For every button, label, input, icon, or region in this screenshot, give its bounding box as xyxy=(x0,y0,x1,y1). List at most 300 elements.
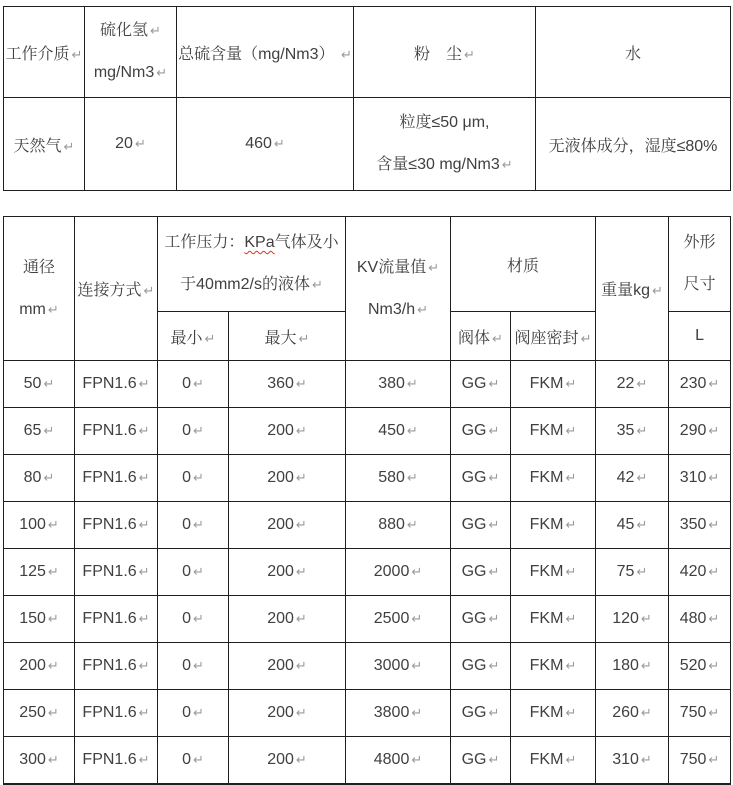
cell-weight xyxy=(596,408,669,455)
paragraph-mark-icon: ↵ xyxy=(193,611,204,626)
paragraph-mark-icon: ↵ xyxy=(341,46,352,62)
cell-value: FKM xyxy=(529,469,564,486)
paragraph-mark-icon: ↵ xyxy=(47,705,59,720)
cell-value: 3000 xyxy=(373,657,410,674)
cell-value: 50 xyxy=(23,375,42,392)
cell-connection xyxy=(75,690,158,737)
cell-value: 290 xyxy=(679,422,707,439)
paragraph-mark-icon: ↵ xyxy=(708,517,720,532)
cell-value: FKM xyxy=(529,657,564,674)
table-row xyxy=(4,737,731,785)
cell-value: 450 xyxy=(378,422,405,439)
paragraph-mark-icon: ↵ xyxy=(640,611,652,626)
paragraph-mark-icon: ↵ xyxy=(636,423,648,438)
cell-kv-flow xyxy=(346,643,451,690)
paragraph-mark-icon: ↵ xyxy=(492,330,503,346)
cell-valve-body xyxy=(451,690,511,737)
cell-value: 20 xyxy=(115,135,133,152)
paragraph-mark-icon: ↵ xyxy=(411,752,423,767)
paragraph-mark-icon: ↵ xyxy=(580,330,592,346)
paragraph-mark-icon: ↵ xyxy=(47,564,59,579)
paragraph-mark-icon: ↵ xyxy=(636,564,648,579)
working-medium-table xyxy=(3,6,731,191)
cell-value: 200 xyxy=(267,751,294,768)
paragraph-mark-icon: ↵ xyxy=(488,705,500,720)
cell-value: GG xyxy=(461,704,487,721)
cell-length xyxy=(669,455,731,502)
cell-value: 200 xyxy=(19,657,46,674)
cell-value: 100 xyxy=(19,516,46,533)
cell-length xyxy=(669,690,731,737)
paragraph-mark-icon: ↵ xyxy=(47,301,59,317)
cell-weight xyxy=(596,549,669,596)
cell-weight xyxy=(596,361,669,408)
paragraph-mark-icon: ↵ xyxy=(143,283,155,298)
cell-value: 22 xyxy=(616,375,635,392)
paragraph-mark-icon: ↵ xyxy=(652,283,663,298)
header-label: 最小 xyxy=(170,329,203,347)
cell-value: 750 xyxy=(679,751,707,768)
paragraph-mark-icon: ↵ xyxy=(708,611,720,626)
cell-pressure-max xyxy=(229,737,346,785)
paragraph-mark-icon: ↵ xyxy=(464,46,475,62)
header-label: 重量kg xyxy=(601,282,651,299)
cell-pressure-max xyxy=(229,549,346,596)
cell-connection xyxy=(75,643,158,690)
cell-value: FPN1.6 xyxy=(82,657,137,674)
cell-value: GG xyxy=(461,657,487,674)
paragraph-mark-icon: ↵ xyxy=(47,611,59,626)
cell-value: 0 xyxy=(182,516,191,533)
header-label: KV流量值 xyxy=(356,258,427,276)
cell-connection xyxy=(75,549,158,596)
paragraph-mark-icon: ↵ xyxy=(150,23,161,38)
cell-value: 2500 xyxy=(373,610,410,627)
cell-pressure-max xyxy=(229,690,346,737)
cell-value: 0 xyxy=(182,610,191,627)
paragraph-mark-icon: ↵ xyxy=(47,658,59,673)
paragraph-mark-icon: ↵ xyxy=(138,705,150,720)
paragraph-mark-icon: ↵ xyxy=(295,658,307,673)
paragraph-mark-icon: ↵ xyxy=(138,423,150,438)
cell-value: 天然气 xyxy=(13,137,62,155)
header-min xyxy=(158,312,229,361)
cell-value: 含量≤30 mg/Nm3 xyxy=(376,156,500,173)
cell-kv-flow xyxy=(346,690,451,737)
cell-value: FPN1.6 xyxy=(82,610,137,627)
paragraph-mark-icon: ↵ xyxy=(708,376,720,391)
cell-value: 200 xyxy=(267,469,294,486)
cell-pressure-max xyxy=(229,361,346,408)
paragraph-mark-icon: ↵ xyxy=(636,517,648,532)
cell-value: 2000 xyxy=(373,563,410,580)
paragraph-mark-icon: ↵ xyxy=(411,705,423,720)
cell-kv-flow xyxy=(346,455,451,502)
cell-value: 200 xyxy=(267,657,294,674)
cell-length xyxy=(669,737,731,785)
table-row xyxy=(4,361,731,408)
cell-value: 380 xyxy=(378,375,405,392)
header-weight xyxy=(596,217,669,361)
cell-connection xyxy=(75,502,158,549)
cell-value: FKM xyxy=(529,704,564,721)
cell-value: FPN1.6 xyxy=(82,751,137,768)
paragraph-mark-icon: ↵ xyxy=(708,564,720,579)
cell-value: FKM xyxy=(529,751,564,768)
paragraph-mark-icon: ↵ xyxy=(488,611,500,626)
paragraph-mark-icon: ↵ xyxy=(63,138,75,154)
cell-value: 520 xyxy=(679,657,707,674)
header-kv-flow xyxy=(346,217,451,361)
header-label: 阀体 xyxy=(458,329,491,347)
cell-value: FPN1.6 xyxy=(82,375,137,392)
cell-value: 35 xyxy=(616,422,635,439)
paragraph-mark-icon: ↵ xyxy=(488,376,500,391)
table-row xyxy=(4,549,731,596)
header-valve-body xyxy=(451,312,511,361)
paragraph-mark-icon: ↵ xyxy=(156,65,168,80)
cell-value: FPN1.6 xyxy=(82,704,137,721)
cell-pressure-min xyxy=(158,690,229,737)
cell-pressure-min xyxy=(158,643,229,690)
cell-pressure-min xyxy=(158,549,229,596)
header-label: mm xyxy=(19,300,46,318)
cell-valve-body xyxy=(451,455,511,502)
paragraph-mark-icon: ↵ xyxy=(488,658,500,673)
header-label: 连接方式 xyxy=(77,282,142,299)
paragraph-mark-icon: ↵ xyxy=(565,658,577,673)
cell-value: 580 xyxy=(378,469,405,486)
cell-diameter xyxy=(4,361,75,408)
cell-valve-body xyxy=(451,408,511,455)
paragraph-mark-icon: ↵ xyxy=(565,564,577,579)
cell-kv-flow xyxy=(346,361,451,408)
cell-connection xyxy=(75,455,158,502)
header-label: mg/Nm3 xyxy=(93,64,155,81)
header-max xyxy=(229,312,346,361)
cell-value: FKM xyxy=(529,422,564,439)
cell-pressure-max xyxy=(229,408,346,455)
cell-value: 75 xyxy=(616,563,635,580)
header-label: 工作压力： xyxy=(164,234,245,251)
header-label: 总硫含量（mg/Nm3） xyxy=(178,45,335,63)
paragraph-mark-icon: ↵ xyxy=(193,470,204,485)
cell-pressure-min xyxy=(158,737,229,785)
header-dust xyxy=(354,7,536,98)
paragraph-mark-icon: ↵ xyxy=(138,611,150,626)
cell-value: 880 xyxy=(378,516,405,533)
paragraph-mark-icon: ↵ xyxy=(138,517,150,532)
cell-value: 200 xyxy=(267,516,294,533)
cell-pressure-max xyxy=(229,643,346,690)
paragraph-mark-icon: ↵ xyxy=(193,376,204,391)
header-label: 硫化氢 xyxy=(100,22,149,39)
cell-value: 420 xyxy=(679,563,707,580)
cell-pressure-min xyxy=(158,408,229,455)
header-label: 阀座密封 xyxy=(514,329,579,347)
cell-value: 0 xyxy=(182,751,191,768)
paragraph-mark-icon: ↵ xyxy=(138,376,150,391)
cell-length xyxy=(669,408,731,455)
cell-length xyxy=(669,596,731,643)
cell-value: 300 xyxy=(19,751,46,768)
cell-value: 无液体成分，湿度≤80% xyxy=(548,137,718,155)
cell-kv-flow xyxy=(346,549,451,596)
paragraph-mark-icon: ↵ xyxy=(501,157,513,172)
cell-weight xyxy=(596,502,669,549)
cell-value: 0 xyxy=(182,469,191,486)
header-water xyxy=(536,7,731,98)
cell-medium xyxy=(4,98,85,191)
table-row xyxy=(4,455,731,502)
cell-seat-seal xyxy=(511,737,596,785)
spec-table-body xyxy=(4,361,731,785)
cell-pressure-min xyxy=(158,361,229,408)
cell-value: 0 xyxy=(182,375,191,392)
header-material xyxy=(451,217,596,312)
cell-value: 180 xyxy=(612,657,639,674)
paragraph-mark-icon: ↵ xyxy=(488,517,500,532)
header-label: 粉 尘 xyxy=(414,45,463,63)
paragraph-mark-icon: ↵ xyxy=(295,517,307,532)
header-diameter xyxy=(4,217,75,361)
cell-diameter xyxy=(4,408,75,455)
paragraph-mark-icon: ↵ xyxy=(295,470,307,485)
paragraph-mark-icon: ↵ xyxy=(708,752,720,767)
paragraph-mark-icon: ↵ xyxy=(565,752,577,767)
cell-value: 粒度≤50 μm, xyxy=(399,114,490,131)
cell-value: 0 xyxy=(182,563,191,580)
paragraph-mark-icon: ↵ xyxy=(640,752,652,767)
cell-diameter xyxy=(4,502,75,549)
header-label: 尺寸 xyxy=(683,276,716,293)
paragraph-mark-icon: ↵ xyxy=(488,470,500,485)
cell-value: FPN1.6 xyxy=(82,563,137,580)
header-label: 材质 xyxy=(507,257,540,275)
header-dimensions xyxy=(669,217,731,312)
paragraph-mark-icon: ↵ xyxy=(636,470,648,485)
paragraph-mark-icon: ↵ xyxy=(204,330,216,346)
cell-value: 200 xyxy=(267,422,294,439)
paragraph-mark-icon: ↵ xyxy=(193,423,204,438)
cell-value: 480 xyxy=(679,610,707,627)
cell-pressure-min xyxy=(158,596,229,643)
cell-valve-body xyxy=(451,643,511,690)
paragraph-mark-icon: ↵ xyxy=(193,658,204,673)
paragraph-mark-icon: ↵ xyxy=(138,470,150,485)
paragraph-mark-icon: ↵ xyxy=(47,517,59,532)
paragraph-mark-icon: ↵ xyxy=(417,301,429,317)
cell-length xyxy=(669,549,731,596)
cell-value: 45 xyxy=(616,516,635,533)
paragraph-mark-icon: ↵ xyxy=(428,259,440,275)
paragraph-mark-icon: ↵ xyxy=(565,517,577,532)
paragraph-mark-icon: ↵ xyxy=(411,564,423,579)
table-row xyxy=(4,690,731,737)
cell-connection xyxy=(75,596,158,643)
cell-length xyxy=(669,502,731,549)
cell-valve-body xyxy=(451,361,511,408)
cell-value: 460 xyxy=(245,135,272,152)
cell-value: 310 xyxy=(679,469,707,486)
cell-valve-body xyxy=(451,596,511,643)
cell-value: 310 xyxy=(612,751,639,768)
cell-weight xyxy=(596,643,669,690)
cell-pressure-min xyxy=(158,455,229,502)
cell-valve-body xyxy=(451,549,511,596)
cell-value: 0 xyxy=(182,657,191,674)
header-working-medium xyxy=(4,7,85,98)
cell-total-sulfur xyxy=(177,98,354,191)
cell-value: 120 xyxy=(612,610,639,627)
cell-seat-seal xyxy=(511,643,596,690)
paragraph-mark-icon: ↵ xyxy=(406,517,418,532)
cell-value: 3800 xyxy=(373,704,410,721)
cell-value: 65 xyxy=(23,422,42,439)
cell-value: GG xyxy=(461,375,487,392)
header-length xyxy=(669,312,731,361)
cell-diameter xyxy=(4,596,75,643)
table-row xyxy=(4,408,731,455)
cell-value: 360 xyxy=(267,375,294,392)
cell-diameter xyxy=(4,549,75,596)
cell-valve-body xyxy=(451,502,511,549)
paragraph-mark-icon: ↵ xyxy=(488,564,500,579)
cell-value: FKM xyxy=(529,516,564,533)
cell-value: 260 xyxy=(612,704,639,721)
paragraph-mark-icon: ↵ xyxy=(565,423,577,438)
cell-value: 4800 xyxy=(373,751,410,768)
paragraph-mark-icon: ↵ xyxy=(488,423,500,438)
paragraph-mark-icon: ↵ xyxy=(295,564,307,579)
cell-weight xyxy=(596,455,669,502)
table-row xyxy=(4,596,731,643)
cell-water xyxy=(536,98,731,191)
cell-diameter xyxy=(4,643,75,690)
paragraph-mark-icon: ↵ xyxy=(406,423,418,438)
cell-weight xyxy=(596,690,669,737)
paragraph-mark-icon: ↵ xyxy=(43,423,55,438)
cell-length xyxy=(669,643,731,690)
cell-connection xyxy=(75,361,158,408)
cell-weight xyxy=(596,737,669,785)
header-working-pressure xyxy=(158,217,346,312)
cell-value: 42 xyxy=(616,469,635,486)
paragraph-mark-icon: ↵ xyxy=(411,611,423,626)
cell-value: 125 xyxy=(19,563,46,580)
cell-seat-seal xyxy=(511,549,596,596)
header-label: 通径 xyxy=(22,258,55,276)
header-label: 最大 xyxy=(264,329,297,347)
cell-value: FKM xyxy=(529,563,564,580)
cell-diameter xyxy=(4,455,75,502)
table-row xyxy=(4,502,731,549)
cell-value: GG xyxy=(461,516,487,533)
paragraph-mark-icon: ↵ xyxy=(298,330,310,346)
paragraph-mark-icon: ↵ xyxy=(295,705,307,720)
cell-kv-flow xyxy=(346,737,451,785)
cell-kv-flow xyxy=(346,502,451,549)
cell-value: 80 xyxy=(23,469,42,486)
paragraph-mark-icon: ↵ xyxy=(138,752,150,767)
cell-pressure-max xyxy=(229,502,346,549)
paragraph-mark-icon: ↵ xyxy=(565,376,577,391)
cell-value: 200 xyxy=(267,610,294,627)
table-row xyxy=(4,98,731,191)
cell-seat-seal xyxy=(511,455,596,502)
spellcheck-kpa: KPa xyxy=(244,234,275,251)
paragraph-mark-icon: ↵ xyxy=(295,423,307,438)
paragraph-mark-icon: ↵ xyxy=(295,376,307,391)
paragraph-mark-icon: ↵ xyxy=(565,611,577,626)
cell-value: GG xyxy=(461,751,487,768)
paragraph-mark-icon: ↵ xyxy=(134,136,146,151)
paragraph-mark-icon: ↵ xyxy=(138,564,150,579)
paragraph-mark-icon: ↵ xyxy=(708,470,720,485)
cell-value: FPN1.6 xyxy=(82,516,137,533)
cell-pressure-max xyxy=(229,455,346,502)
paragraph-mark-icon: ↵ xyxy=(43,470,55,485)
header-label: 水 xyxy=(624,45,641,63)
cell-pressure-min xyxy=(158,502,229,549)
paragraph-mark-icon: ↵ xyxy=(193,564,204,579)
header-label: 气体及小 xyxy=(274,234,339,251)
paragraph-mark-icon: ↵ xyxy=(193,705,204,720)
paragraph-mark-icon: ↵ xyxy=(708,658,720,673)
cell-valve-body xyxy=(451,737,511,785)
cell-diameter xyxy=(4,690,75,737)
paragraph-mark-icon: ↵ xyxy=(488,752,500,767)
header-total-sulfur xyxy=(177,7,354,98)
paragraph-mark-icon: ↵ xyxy=(640,658,652,673)
cell-value: FKM xyxy=(529,375,564,392)
paragraph-mark-icon: ↵ xyxy=(411,658,423,673)
paragraph-mark-icon: ↵ xyxy=(406,470,418,485)
paragraph-mark-icon: ↵ xyxy=(311,277,323,292)
table-row xyxy=(4,217,731,312)
cell-length xyxy=(669,361,731,408)
header-label: Nm3/h xyxy=(367,300,416,318)
cell-pressure-max xyxy=(229,596,346,643)
paragraph-mark-icon: ↵ xyxy=(640,705,652,720)
paragraph-mark-icon: ↵ xyxy=(708,423,720,438)
cell-value: 350 xyxy=(679,516,707,533)
table-row xyxy=(4,7,731,98)
header-label: 工作介质 xyxy=(5,45,70,63)
cell-diameter xyxy=(4,737,75,785)
cell-value: 230 xyxy=(679,375,707,392)
cell-value: GG xyxy=(461,563,487,580)
header-label: 外形 xyxy=(683,234,716,251)
paragraph-mark-icon: ↵ xyxy=(47,752,59,767)
cell-value: 250 xyxy=(19,704,46,721)
paragraph-mark-icon: ↵ xyxy=(295,752,307,767)
paragraph-mark-icon: ↵ xyxy=(193,752,204,767)
cell-weight xyxy=(596,596,669,643)
cell-value: FKM xyxy=(529,610,564,627)
cell-value: 200 xyxy=(267,704,294,721)
cell-kv-flow xyxy=(346,408,451,455)
cell-seat-seal xyxy=(511,690,596,737)
cell-seat-seal xyxy=(511,361,596,408)
paragraph-mark-icon: ↵ xyxy=(71,46,83,62)
valve-spec-table xyxy=(3,216,731,785)
cell-value: 750 xyxy=(679,704,707,721)
paragraph-mark-icon: ↵ xyxy=(565,470,577,485)
table-row xyxy=(4,643,731,690)
paragraph-mark-icon: ↵ xyxy=(43,376,55,391)
paragraph-mark-icon: ↵ xyxy=(708,705,720,720)
